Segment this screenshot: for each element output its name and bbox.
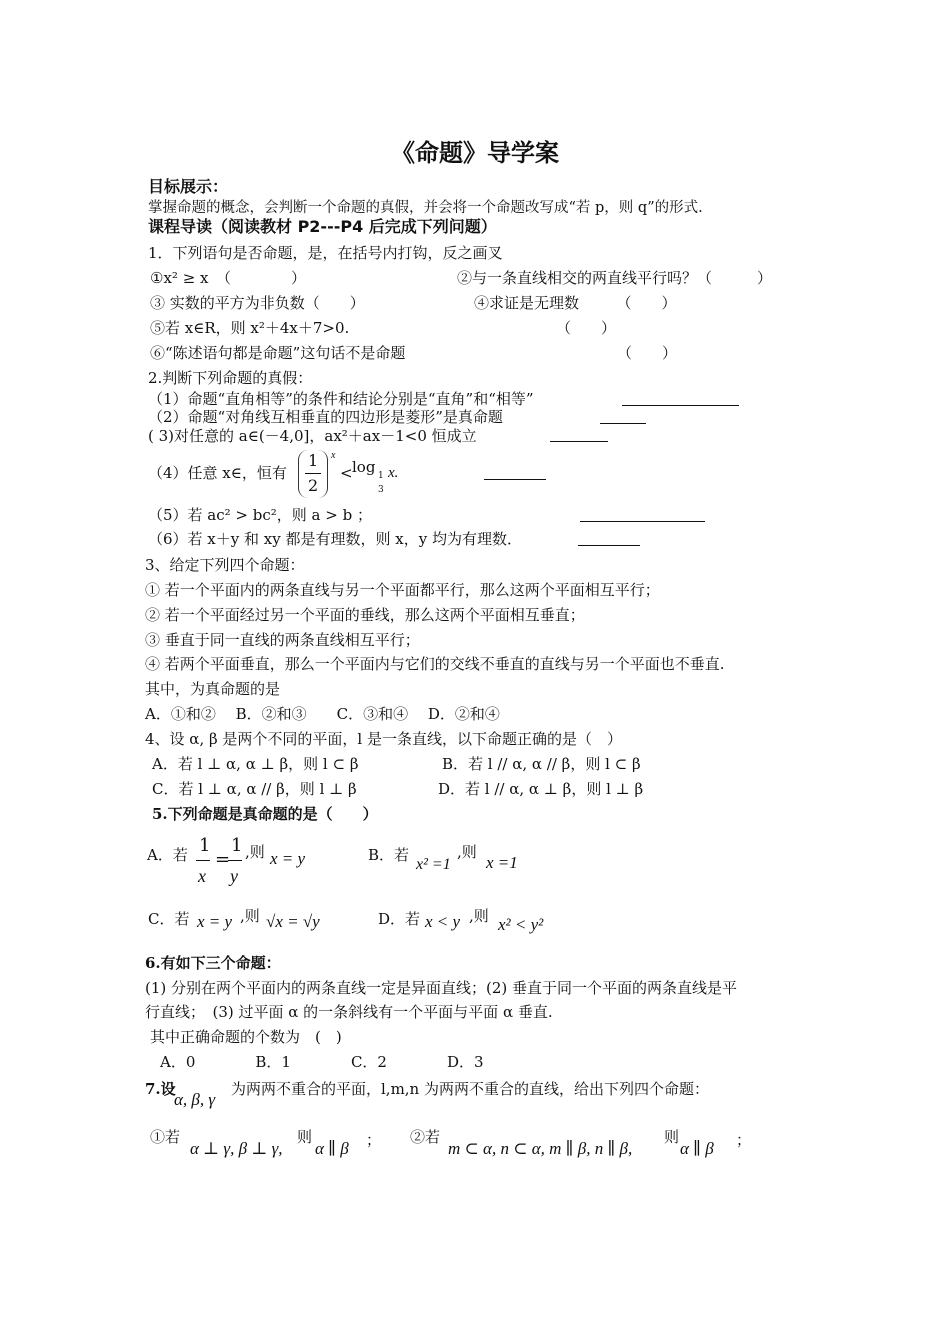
- q1-stem: 1．下列语句是否命题，是，在括号内打钩，反之画叉: [148, 244, 503, 262]
- q5-c-condition: x = y: [197, 912, 233, 931]
- q7-item-2-end: ；: [736, 1131, 752, 1149]
- log-symbol: log: [352, 458, 376, 476]
- q5-a-equals: =: [215, 849, 231, 870]
- q2-item-6: （6）若 x＋y 和 xy 都是有理数，则 x，y 均为有理数．: [148, 530, 522, 548]
- q5-c-then: ,则: [240, 907, 260, 925]
- q5-d-condition: x < y: [425, 912, 461, 931]
- q4-option-d: D．若 l // α, α ⊥ β，则 l ⊥ β: [438, 780, 644, 798]
- q6-options: A．0 B．1 C．2 D．3: [160, 1053, 484, 1071]
- answer-blank: [600, 423, 646, 424]
- q5-a-frac2-num: 1: [231, 835, 243, 856]
- q7-item-1-then: 则: [297, 1128, 313, 1146]
- q7-item-2-then: 则: [664, 1128, 680, 1146]
- q2-item-3: ( 3)对任意的 a∈(－4,0]，ax²＋ax－1<0 恒成立: [148, 427, 477, 445]
- q4-option-b: B．若 l // α, α // β，则 l ⊂ β: [442, 755, 641, 773]
- q6-line-1: (1) 分别在两个平面内的两条直线一定是异面直线；(2) 垂直于同一个平面的两条直线是平: [145, 979, 738, 997]
- q7-stem: 为两两不重合的平面，l,m,n 为两两不重合的直线，给出下列四个命题：: [231, 1080, 709, 1098]
- q3-item-2: ② 若一个平面经过另一个平面的垂线，那么这两个平面相互垂直；: [145, 606, 585, 624]
- log-base-num: 1: [378, 471, 384, 481]
- answer-blank: [550, 441, 608, 442]
- q2-item-2: （2）命题“对角线互相垂直的四边形是菱形”是真命题: [148, 408, 503, 426]
- q5-c-conclusion: √x = √y: [266, 912, 320, 931]
- fraction-numerator: 1: [308, 451, 319, 470]
- answer-blank: [578, 545, 640, 546]
- q3-stem: 3、给定下列四个命题：: [145, 556, 305, 574]
- guide-heading: 课程导读（阅读教材 P2---P4 后完成下列问题）: [148, 217, 497, 236]
- q1-item-5: ⑤若 x∈R，则 x²＋4x＋7>0.: [150, 319, 350, 337]
- q6-question: 其中正确命题的个数为 ( ): [150, 1028, 342, 1046]
- q2-item-5: （5）若 ac² > bc²，则 a > b ；: [148, 506, 372, 524]
- q1-item-6-bracket: （ ）: [617, 344, 678, 362]
- q5-b-condition: x² =1: [416, 856, 451, 873]
- fraction-bar: [305, 473, 321, 474]
- q7-item-1-condition: α ⊥ γ, β ⊥ γ,: [190, 1139, 283, 1158]
- q5-stem: 5.下列命题是真命题的是（ ）: [152, 805, 378, 823]
- less-than: <: [340, 464, 353, 482]
- q4-option-a: A．若 l ⊥ α, α ⊥ β，则 l ⊂ β: [152, 755, 359, 773]
- q5-c-prefix: C．若: [148, 910, 190, 928]
- q5-b-conclusion: x =1: [486, 853, 518, 872]
- q5-d-then: ,则: [469, 907, 489, 925]
- q5-a-frac1-den: x: [198, 866, 206, 886]
- log-argument: x.: [388, 465, 399, 481]
- goal-heading: 目标展示：: [148, 177, 229, 196]
- q3-item-3: ③ 垂直于同一直线的两条直线相互平行；: [145, 631, 420, 649]
- q6-line-2: 行直线； (3) 过平面 α 的一条斜线有一个平面与平面 α 垂直.: [145, 1003, 553, 1021]
- q5-d-prefix: D．若: [378, 910, 421, 928]
- q3-item-4: ④ 若两个平面垂直，那么一个平面内与它们的交线不垂直的直线与另一个平面也不垂直.: [145, 655, 725, 673]
- q7-item-2-conclusion: α ∥ β: [680, 1139, 714, 1158]
- fraction-bar: [228, 860, 242, 861]
- q1-item-3: ③ 实数的平方为非负数（ ）: [150, 294, 365, 312]
- q5-a-frac2-den: y: [230, 866, 238, 886]
- fraction-bar: [196, 860, 210, 861]
- q7-variables: α, β, γ: [174, 1090, 216, 1109]
- q1-item-4: ④求证是无理数 （ ）: [474, 294, 677, 312]
- q5-a-then: ,则: [245, 843, 265, 861]
- q7-item-1-conclusion: α ∥ β: [315, 1139, 349, 1158]
- q6-stem: 6.有如下三个命题：: [145, 954, 281, 972]
- log-base-den: 3: [378, 485, 384, 495]
- q7-item-2-condition: m ⊂ α, n ⊂ α, m ∥ β, n ∥ β,: [448, 1139, 633, 1158]
- q4-stem: 4、设 α, β 是两个不同的平面，l 是一条直线，以下命题正确的是（ ）: [145, 730, 622, 748]
- q7-prefix: 7.设: [145, 1080, 176, 1098]
- answer-blank: [580, 521, 705, 522]
- fraction-denominator: 2: [308, 476, 319, 495]
- q2-item-1: （1）命题“直角相等”的条件和结论分别是“直角”和“相等”: [148, 390, 534, 408]
- q5-b-prefix: B．若: [368, 846, 410, 864]
- q4-option-c: C．若 l ⊥ α, α // β，则 l ⊥ β: [152, 780, 357, 798]
- q3-question: 其中，为真命题的是: [145, 680, 281, 698]
- q1-item-2: ②与一条直线相交的两直线平行吗？（ ）: [457, 269, 773, 287]
- answer-blank: [484, 479, 546, 480]
- answer-blank: [622, 405, 739, 406]
- q7-item-1-prefix: ①若: [150, 1128, 181, 1146]
- q2-item-4-text: （4）任意 x∈，恒有: [148, 464, 287, 482]
- q5-a-frac1-num: 1: [199, 835, 211, 856]
- q7-item-2-prefix: ②若: [410, 1128, 441, 1146]
- q3-item-1: ① 若一个平面内的两条直线与另一个平面都平行，那么这两个平面相互平行；: [145, 581, 660, 599]
- q5-a-conclusion: x = y: [270, 849, 306, 868]
- page-title: 《命题》导学案: [391, 139, 559, 167]
- q3-options: A．①和② B．②和③ C．③和④ D．②和④: [145, 705, 500, 723]
- q1-item-6: ⑥“陈述语句都是命题”这句话不是命题: [150, 344, 406, 362]
- exponent: x: [331, 450, 336, 461]
- goal-text: 掌握命题的概念，会判断一个命题的真假，并会将一个命题改写成“若 p，则 q”的形式.: [148, 200, 703, 216]
- q5-b-then: ,则: [457, 843, 477, 861]
- q7-item-1-end: ；: [366, 1131, 382, 1149]
- q2-stem: 2.判断下列命题的真假：: [148, 369, 313, 387]
- q1-item-1: ①x² ≥ x （ ）: [150, 269, 306, 287]
- q5-d-conclusion: x² < y²: [498, 915, 544, 934]
- q5-a-prefix: A．若: [147, 846, 188, 864]
- q1-item-5-bracket: （ ）: [556, 319, 617, 337]
